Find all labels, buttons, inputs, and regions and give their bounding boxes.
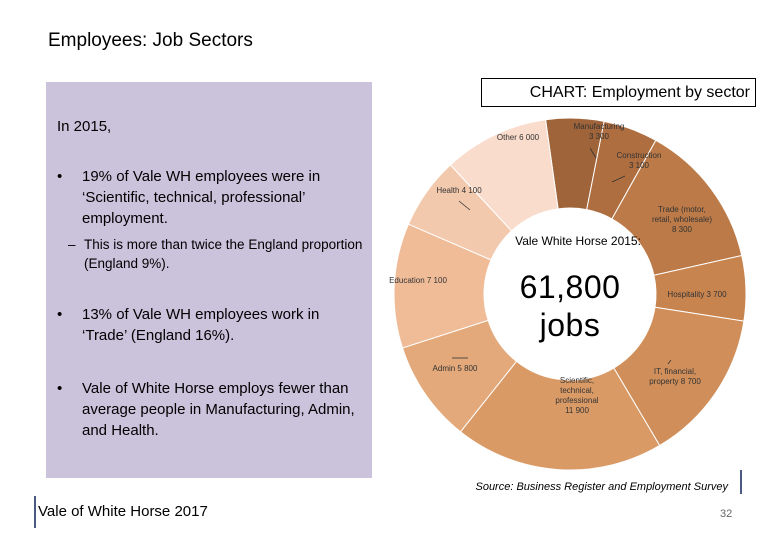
sub-bullet-marker: – bbox=[68, 237, 76, 252]
slice-label: Manufacturing 3 300 bbox=[573, 122, 625, 141]
slice-label: Scientific, technical, professional 11 900 bbox=[555, 376, 599, 415]
bullet-3-text: Vale of White Horse employs fewer than average people in Manufacturing, Admin, and Health. bbox=[82, 380, 355, 439]
bullet-marker: • bbox=[57, 306, 63, 323]
slice-label: Other 6 000 bbox=[496, 133, 540, 142]
bullet-marker: • bbox=[57, 168, 63, 185]
slice-label: Admin 5 800 bbox=[432, 364, 478, 373]
slice-label: Health 4 100 bbox=[436, 186, 482, 195]
slide-title: Employees: Job Sectors bbox=[48, 30, 253, 51]
slice-label: Trade (motor, retail, wholesale) 8 300 bbox=[651, 205, 713, 234]
chart-center-total-unit: jobs bbox=[539, 307, 601, 343]
bullet-marker: • bbox=[57, 380, 63, 397]
intro-text: In 2015, bbox=[57, 118, 112, 135]
slice-label: IT, financial, property 8 700 bbox=[649, 367, 701, 386]
chart-title: CHART: Employment by sector bbox=[481, 78, 756, 107]
footer-text: Vale of White Horse 2017 bbox=[38, 503, 208, 520]
chart-center-subtitle: Vale White Horse 2015: bbox=[515, 234, 641, 248]
source-divider bbox=[740, 470, 742, 494]
bullet-1-text: 19% of Vale WH employees were in ‘Scientific, technical, professional’ employment. bbox=[82, 168, 321, 227]
page-number: 32 bbox=[720, 508, 733, 520]
slice-label: Construction 3 100 bbox=[616, 151, 662, 170]
slice-label: Hospitality 3 700 bbox=[667, 290, 727, 299]
source-note: Source: Business Register and Employment Survey bbox=[475, 481, 728, 493]
chart-center-total-value: 61,800 bbox=[519, 269, 621, 305]
sub-bullet-text: This is more than twice the England proportion (England 9%). bbox=[84, 237, 363, 271]
slice-label: Education 7 100 bbox=[389, 276, 447, 285]
chart-center-total bbox=[490, 268, 650, 344]
footer-divider bbox=[34, 496, 36, 528]
bullet-2-text: 13% of Vale WH employees work in ‘Trade’ (England 16%). bbox=[82, 306, 320, 344]
